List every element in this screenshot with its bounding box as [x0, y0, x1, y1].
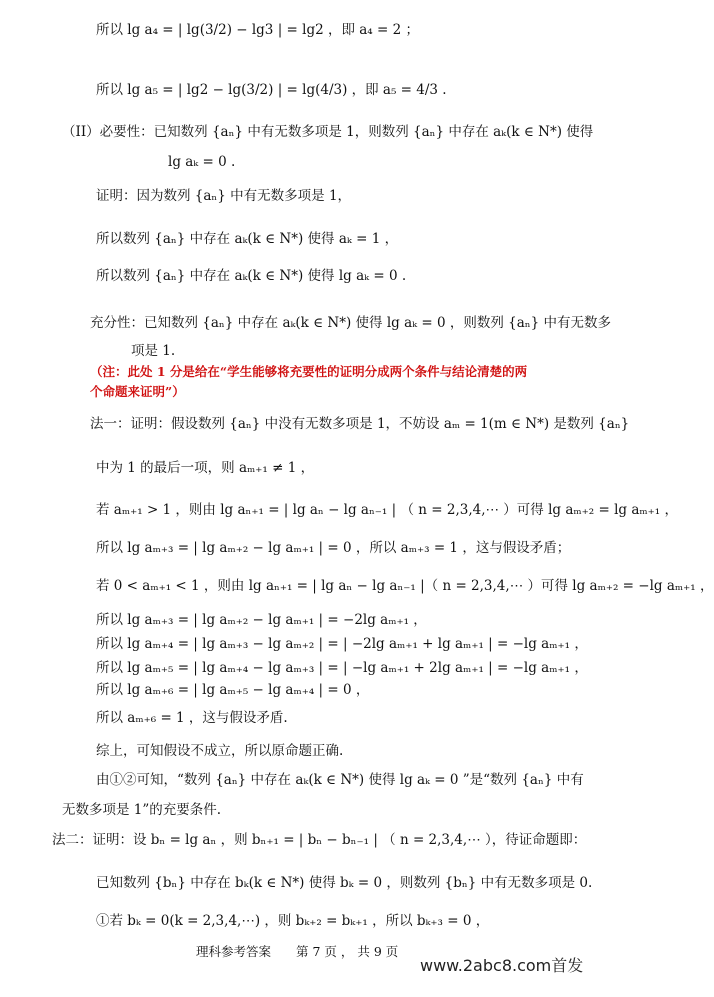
line-25: 法二：证明：设 bₙ = lg aₙ ，则 bₙ₊₁ = | bₙ − bₙ₋₁ | （ n = 2,3,4,⋯ ），待证命题即： [52, 832, 587, 848]
line-1: 所以 lg a₄ = | lg(3/2) − lg3 | = lg2 ，即 a₄ = 2 ； [96, 22, 419, 38]
line-3: （II）必要性：已知数列 {aₙ} 中有无数多项是 1，则数列 {aₙ} 中存在 aₖ(k ∈ N*) 使得 [62, 124, 594, 140]
line-21: 所以 aₘ₊₆ = 1 ，这与假设矛盾. [96, 710, 288, 726]
line-23: 由①②可知，“数列 {aₙ} 中存在 aₖ(k ∈ N*) 使得 lg aₖ = 0 ”是“数列 {aₙ} 中有 [96, 772, 584, 788]
note-line-1: （注：此处 1 分是给在“学生能够将充要性的证明分成两个条件与结论清楚的两 [90, 364, 528, 379]
line-12: 法一：证明：假设数列 {aₙ} 中没有无数多项是 1，不妨设 aₘ = 1(m ∈ N*) 是数列 {aₙ} [90, 416, 630, 432]
line-19: 所以 lg aₘ₊₅ = | lg aₘ₊₄ − lg aₘ₊₃ | = | −lg aₘ₊₁ + 2lg aₘ₊₁ | = −lg aₘ₊₁ ， [96, 660, 588, 676]
line-20: 所以 lg aₘ₊₆ = | lg aₘ₊₅ − lg aₘ₊₄ | = 0 ， [96, 682, 370, 698]
line-17: 所以 lg aₘ₊₃ = | lg aₘ₊₂ − lg aₘ₊₁ | = −2lg aₘ₊₁ ， [96, 612, 427, 628]
line-5: 证明：因为数列 {aₙ} 中有无数多项是 1， [96, 188, 352, 204]
line-9: 项是 1. [131, 343, 176, 359]
line-16: 若 0 < aₘ₊₁ < 1 ，则由 lg aₙ₊₁ = | lg aₙ − lg aₙ₋₁ |（ n = 2,3,4,⋯ ）可得 lg aₘ₊₂ = −lg aₘ₊₁ ， [96, 578, 714, 594]
line-8: 充分性：已知数列 {aₙ} 中存在 aₖ(k ∈ N*) 使得 lg aₖ = 0 ，则数列 {aₙ} 中有无数多 [90, 315, 611, 331]
line-27: ①若 bₖ = 0(k = 2,3,4,⋯) ，则 bₖ₊₂ = bₖ₊₁ ，所以 bₖ₊₃ = 0 ， [96, 913, 490, 929]
line-4: lg aₖ = 0 . [168, 154, 236, 170]
line-24: 无数多项是 1”的充要条件. [62, 802, 222, 818]
line-26: 已知数列 {bₙ} 中存在 bₖ(k ∈ N*) 使得 bₖ = 0 ，则数列 {bₙ} 中有无数多项是 0. [96, 875, 593, 891]
page-footer: 理科参考答案 第 7 页 ， 共 9 页 [196, 944, 399, 959]
line-15: 所以 lg aₘ₊₃ = | lg aₘ₊₂ − lg aₘ₊₁ | = 0 ，所以 aₘ₊₃ = 1 ，这与假设矛盾； [96, 540, 571, 556]
line-13: 中为 1 的最后一项，则 aₘ₊₁ ≠ 1 ， [96, 460, 315, 476]
line-22: 综上，可知假设不成立，所以原命题正确. [96, 743, 344, 759]
note-line-2: 个命题来证明”） [90, 384, 185, 399]
line-18: 所以 lg aₘ₊₄ = | lg aₘ₊₃ − lg aₘ₊₂ | = | −2lg aₘ₊₁ + lg aₘ₊₁ | = −lg aₘ₊₁ ， [96, 636, 588, 652]
line-2: 所以 lg a₅ = | lg2 − lg(3/2) | = lg(4/3) ，即 a₅ = 4/3 . [96, 82, 447, 98]
line-14: 若 aₘ₊₁ > 1 ，则由 lg aₙ₊₁ = | lg aₙ − lg aₙ₋₁ | （ n = 2,3,4,⋯ ）可得 lg aₘ₊₂ = lg aₘ₊₁ ， [96, 502, 678, 518]
line-6: 所以数列 {aₙ} 中存在 aₖ(k ∈ N*) 使得 aₖ = 1 ， [96, 231, 399, 247]
watermark: www.2abc8.com首发 [420, 956, 584, 975]
line-7: 所以数列 {aₙ} 中存在 aₖ(k ∈ N*) 使得 lg aₖ = 0 . [96, 268, 407, 284]
